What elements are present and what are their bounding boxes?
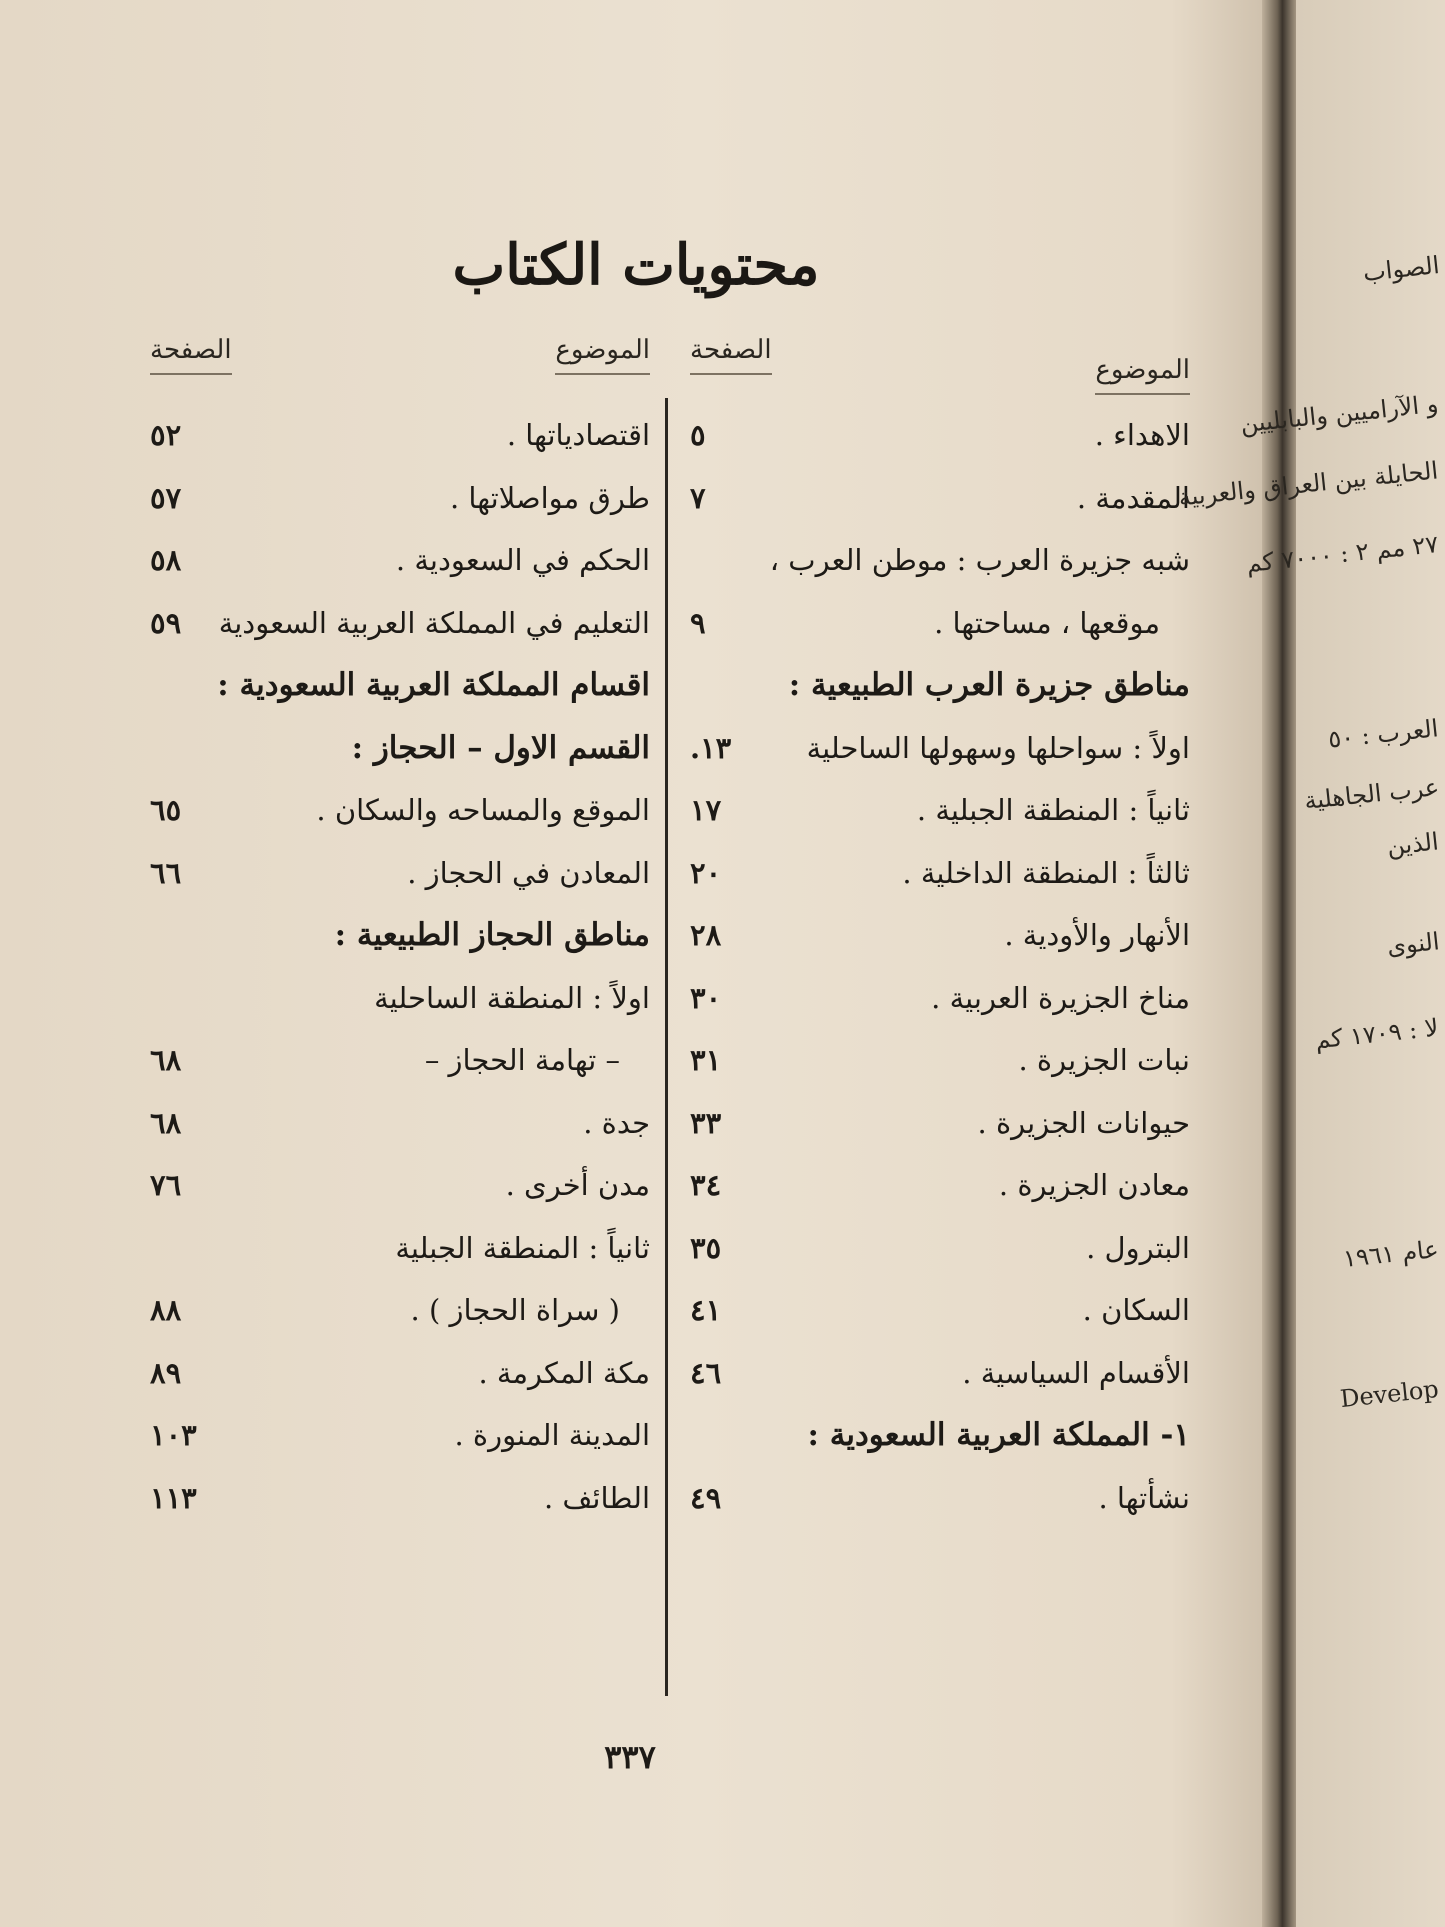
toc-entry	[150, 1093, 650, 1153]
page-number: ٣٣٧	[604, 1738, 656, 1776]
toc-topic: اولاً : سواحلها وسهولها الساحلية	[806, 730, 1190, 765]
toc-page-number: ١١٣	[150, 1480, 197, 1515]
toc-topic: الاهداء .	[1094, 418, 1190, 452]
adjacent-page-text: عام ١٩٦١	[1342, 1235, 1441, 1273]
header-page: الصفحة	[690, 335, 772, 375]
adjacent-page	[1177, 0, 1445, 1927]
toc-entry	[150, 530, 650, 590]
toc-entry	[690, 1155, 1190, 1215]
toc-page-number: ٢٨	[690, 918, 722, 952]
toc-page-number: ٤٩	[690, 1480, 722, 1515]
toc-page-number: ٦٥	[150, 793, 182, 827]
toc-page-number: ١٠٣	[150, 1418, 197, 1452]
toc-entry	[690, 593, 1190, 653]
toc-page-number: ٢٠	[690, 855, 722, 890]
toc-topic: مناطق جزيرة العرب الطبيعية :	[788, 667, 1190, 703]
toc-entry	[150, 905, 650, 965]
toc-topic: مناخ الجزيرة العربية .	[931, 980, 1190, 1015]
toc-entry	[150, 405, 650, 465]
toc-page-number: ٤٦	[690, 1355, 722, 1390]
toc-topic: مكة المكرمة .	[478, 1355, 650, 1390]
toc-entry	[690, 1218, 1190, 1278]
toc-topic: مناطق الحجاز الطبيعية :	[334, 917, 650, 953]
adjacent-page-text: العرب : ٥٠	[1327, 714, 1441, 754]
toc-entry	[690, 718, 1190, 778]
toc-page-number: ٧٦	[150, 1168, 182, 1202]
toc-topic: ثانياً : المنطقة الجبلية	[395, 1230, 650, 1265]
toc-topic: المدينة المنورة .	[454, 1418, 650, 1452]
toc-page-number: ١٣.	[690, 730, 732, 765]
toc-entry	[690, 1468, 1190, 1528]
toc-topic: المقدمة .	[1076, 480, 1190, 515]
toc-entry	[150, 1280, 650, 1340]
header-topic: الموضوع	[555, 335, 650, 375]
toc-topic: مدن أخرى .	[505, 1168, 650, 1202]
toc-page-number: ٨٩	[150, 1355, 182, 1390]
toc-topic: السكان .	[1082, 1293, 1190, 1327]
toc-topic: نشأتها .	[1098, 1480, 1190, 1515]
page-title: محتويات الكتاب	[452, 232, 820, 298]
toc-topic: موقعها ، مساحتها .	[934, 605, 1160, 640]
toc-topic: التعليم في المملكة العربية السعودية	[218, 605, 650, 640]
toc-page-number: ٣١	[690, 1043, 722, 1077]
toc-topic: معادن الجزيرة .	[998, 1168, 1190, 1202]
toc-topic: طرق مواصلاتها .	[449, 480, 650, 515]
toc-topic: الطائف .	[543, 1480, 650, 1515]
toc-topic: ( سراة الحجاز ) .	[410, 1293, 620, 1327]
toc-topic: – تهامة الحجاز –	[424, 1043, 620, 1077]
toc-page-number: ٣٤	[690, 1168, 722, 1202]
book-gutter	[1262, 0, 1296, 1927]
adjacent-page-text: الصواب	[1361, 251, 1441, 287]
toc-topic: الحكم في السعودية .	[395, 543, 650, 577]
toc-topic: القسم الاول – الحجاز :	[351, 729, 650, 766]
toc-topic: الموقع والمساحه والسكان .	[316, 793, 650, 827]
toc-topic: البترول .	[1086, 1230, 1190, 1265]
toc-topic: اقتصادياتها .	[506, 418, 650, 452]
toc-page-number: ٣٠	[690, 980, 722, 1015]
toc-page-number: ٥٧	[150, 480, 182, 515]
toc-page-number: ٧	[690, 480, 706, 515]
toc-entry	[690, 1280, 1190, 1340]
toc-entry	[150, 1155, 650, 1215]
toc-topic: حيوانات الجزيرة .	[977, 1105, 1190, 1140]
toc-entry	[690, 968, 1190, 1028]
adjacent-page-text: الحايلة بين العراق والعربية	[1177, 456, 1440, 512]
toc-topic: اقسام المملكة العربية السعودية :	[217, 667, 650, 703]
toc-page-number: ٩	[690, 605, 706, 640]
adjacent-page-text: النوى	[1385, 927, 1441, 961]
toc-page-number: ٣٥	[690, 1230, 722, 1265]
toc-entry	[150, 1405, 650, 1465]
header-page: الصفحة	[150, 335, 232, 375]
toc-page-number: ٤١	[690, 1293, 722, 1327]
toc-page-number: ٦٨	[150, 1043, 182, 1077]
toc-topic: جدة .	[583, 1105, 650, 1140]
toc-entry	[690, 843, 1190, 903]
toc-page-number: ١٧	[690, 793, 722, 827]
toc-topic: ١- المملكة العربية السعودية :	[807, 1417, 1190, 1453]
toc-topic: الأقسام السياسية .	[962, 1355, 1190, 1390]
column-divider	[665, 398, 668, 1696]
toc-topic: اولاً : المنطقة الساحلية	[374, 980, 650, 1015]
toc-topic: الأنهار والأودية .	[1004, 918, 1190, 952]
toc-entry	[690, 530, 1190, 590]
toc-entry	[690, 1030, 1190, 1090]
toc-entry	[690, 780, 1190, 840]
toc-entry	[150, 1030, 650, 1090]
toc-page-number: ٥	[690, 418, 706, 452]
adjacent-page-text: الذين	[1386, 827, 1441, 861]
toc-page-number: ٥٨	[150, 543, 182, 577]
toc-entry	[150, 468, 650, 528]
toc-entry	[150, 1468, 650, 1528]
toc-page-number: ٥٢	[150, 418, 182, 452]
toc-topic: ثانياً : المنطقة الجبلية .	[916, 793, 1190, 827]
toc-page-number: ٦٦	[150, 855, 182, 890]
toc-entry	[690, 1343, 1190, 1403]
toc-entry	[150, 655, 650, 715]
toc-entry	[690, 468, 1190, 528]
adjacent-page-text: Develop	[1339, 1374, 1441, 1414]
toc-page-number: ٥٩	[150, 605, 182, 640]
adjacent-page-text: لا : ١٧٠٩ كم	[1314, 1013, 1441, 1055]
toc-entry	[690, 405, 1190, 465]
toc-entry	[150, 780, 650, 840]
toc-entry	[690, 1093, 1190, 1153]
toc-entry	[150, 1218, 650, 1278]
toc-topic: نبات الجزيرة .	[1018, 1043, 1190, 1077]
toc-entry	[690, 1405, 1190, 1465]
toc-entry	[150, 593, 650, 653]
toc-topic: ثالثاً : المنطقة الداخلية .	[902, 855, 1190, 890]
adjacent-page-text: و الآراميين والبابليين	[1239, 389, 1440, 439]
adjacent-page-text: ٢٧ مم ٢ : ٧٠٠٠ كم	[1245, 530, 1440, 578]
toc-entry	[150, 968, 650, 1028]
toc-page-number: ٦٨	[150, 1105, 182, 1140]
toc-topic: شبه جزيرة العرب : موطن العرب ،	[769, 543, 1190, 577]
toc-entry	[150, 1343, 650, 1403]
toc-topic: المعادن في الحجاز .	[407, 855, 650, 890]
toc-page-number: ٨٨	[150, 1293, 182, 1327]
toc-entry	[150, 843, 650, 903]
toc-entry	[150, 718, 650, 778]
toc-entry	[690, 905, 1190, 965]
toc-page-number: ٣٣	[690, 1105, 722, 1140]
adjacent-page-text: عرب الجاهلية	[1302, 773, 1441, 815]
header-topic: الموضوع	[1095, 355, 1190, 395]
toc-entry	[690, 655, 1190, 715]
